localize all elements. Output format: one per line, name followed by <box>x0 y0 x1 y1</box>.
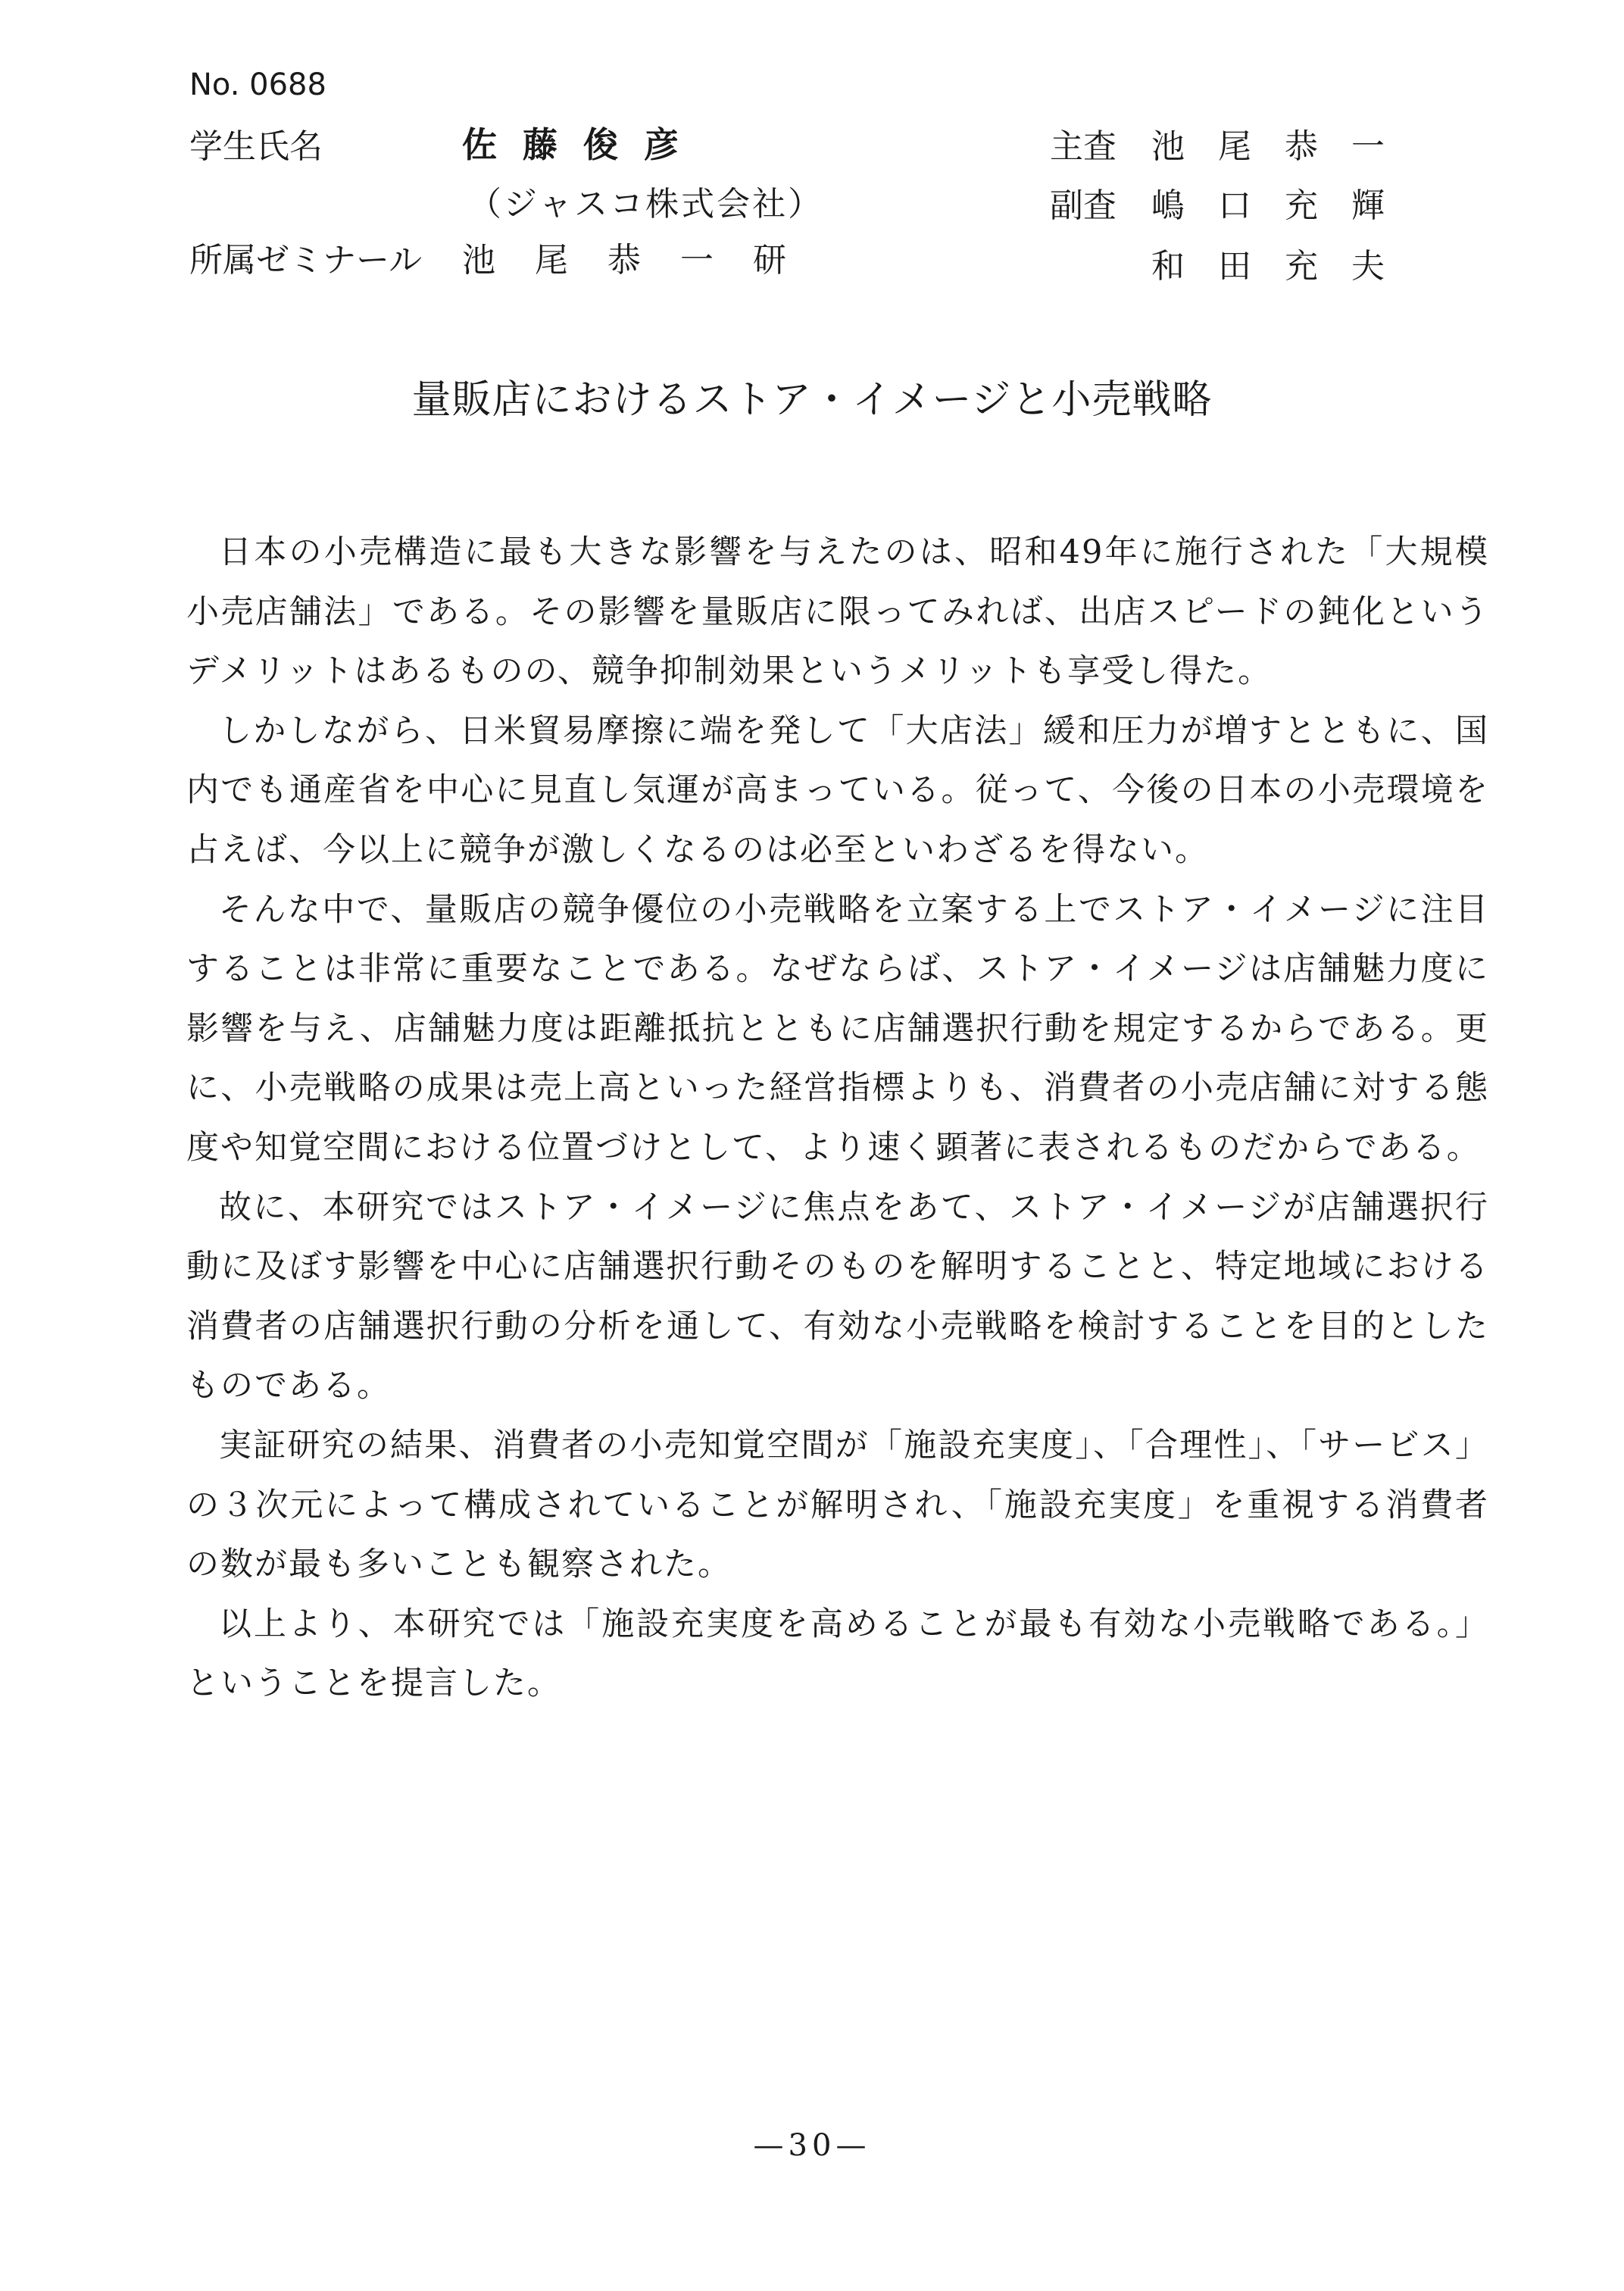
chief-examiner-name: 池尾恭一 <box>1151 127 1418 166</box>
document-number: No. 0688 <box>189 67 326 102</box>
seminar-label: 所属ゼミナール <box>189 241 423 280</box>
seminar-name: 池尾恭一研 <box>462 241 826 280</box>
student-affiliation: （ジャスコ株式会社） <box>468 185 824 223</box>
page-number: —30— <box>753 2128 871 2163</box>
sub-examiner-name-2: 和田充夫 <box>1151 247 1418 286</box>
abstract-paragraph: 日本の小売構造に最も大きな影響を与えたのは、昭和49年に施行された「大規模小売店舗法」である。その影響を量販店に限ってみれば、出店スピードの鈍化というデメリットはあるものの、競争抑制効果というメリットも享受し得た。 <box>186 533 1489 691</box>
abstract-paragraph: そんな中で、量販店の競争優位の小売戦略を立案する上でストア・イメージに注目することは非常に重要なことである。なぜならば、ストア・イメージは店舗魅力度に影響を与え、店舗魅力度は距離抵抗とともに店舗選択行動を規定するからである。更に、小売戦略の成果は売上高といった経営指標よりも、消費者の小売店舗に対する態度や知覚空間における位置づけとして、より速く顕著に表されるものだからである。 <box>186 890 1489 1167</box>
abstract-paragraph: 実証研究の結果、消費者の小売知覚空間が「施設充実度」、「合理性」、「サービス」の３次元によって構成されていることが解明され、「施設充実度」を重視する消費者の数が最も多いことも観察された。 <box>186 1426 1489 1584</box>
thesis-title: 量販店におけるストア・イメージと小売戦略 <box>411 377 1213 423</box>
chief-examiner-label: 主査 <box>1050 127 1116 166</box>
sub-examiner-label: 副査 <box>1050 186 1116 225</box>
abstract-paragraph: 以上より、本研究では「施設充実度を高めることが最も有効な小売戦略である。」ということを提言した。 <box>186 1605 1489 1703</box>
sub-examiner-name-1: 嶋口充輝 <box>1151 186 1418 225</box>
abstract-paragraph: しかしながら、日米貿易摩擦に端を発して「大店法」緩和圧力が増すとともに、国内でも通産省を中心に見直し気運が高まっている。従って、今後の日本の小売環境を占えば、今以上に競争が激しくなるのは必至といわざるを得ない。 <box>186 711 1489 869</box>
student-name: 佐藤俊彦 <box>462 124 704 165</box>
abstract-paragraph: 故に、本研究ではストア・イメージに焦点をあて、ストア・イメージが店舗選択行動に及ぼす影響を中心に店舗選択行動そのものを解明することと、特定地域における消費者の店舗選択行動の分析を通して、有効な小売戦略を検討することを目的としたものである。 <box>186 1188 1489 1405</box>
abstract-body <box>186 523 1489 1714</box>
student-name-label: 学生氏名 <box>189 127 323 166</box>
